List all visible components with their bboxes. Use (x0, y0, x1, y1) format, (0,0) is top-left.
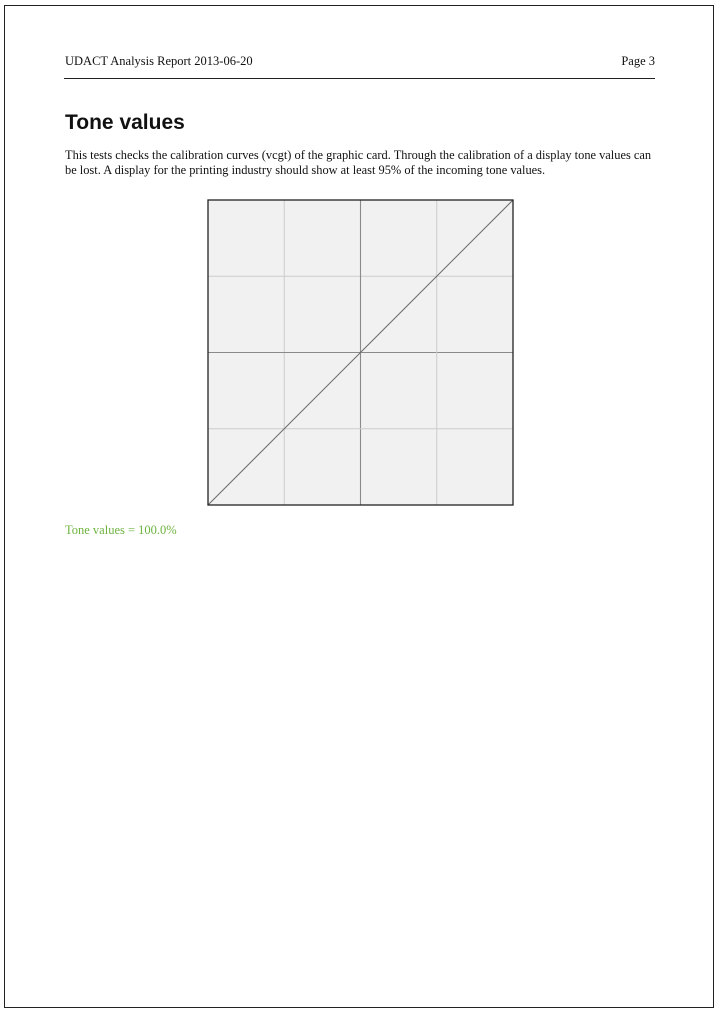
page-number: Page 3 (621, 54, 655, 68)
section-heading: Tone values (65, 111, 185, 134)
tone-curve-chart (207, 199, 514, 506)
header-divider (64, 78, 655, 79)
section-description: This tests checks the calibration curves (vcgt) of the graphic card. Through the calibration of a display tone values can be lost. A display for the printing industry should show at least 95% of the incoming tone values. (65, 148, 652, 177)
tone-curve-svg (207, 199, 514, 506)
report-title: UDACT Analysis Report 2013-06-20 (65, 54, 253, 68)
tone-values-result: Tone values = 100.0% (65, 523, 177, 537)
